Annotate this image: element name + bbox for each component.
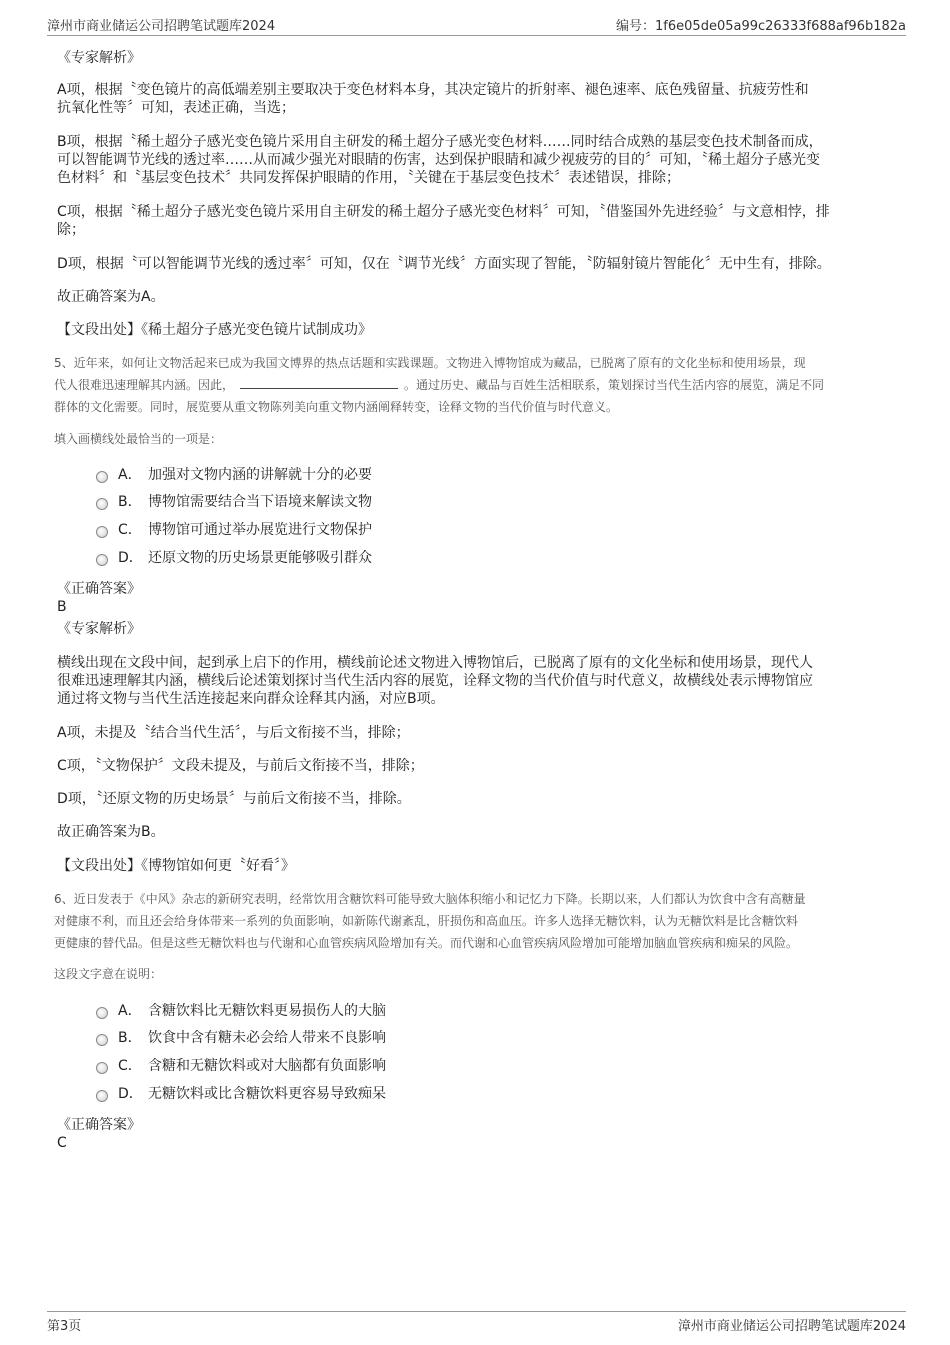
q6-option-a[interactable]: A． 含糖饮料比无糖饮料更易损伤人的大脑 [96,1001,386,1021]
option-d-analysis-line1: D项，根据〝可以智能调节光线的透过率〞可知，仅在〝调节光线〞方面实现了智能，〝防辐射镜片智能化〞无中生有，排除。 [57,256,831,272]
fill-blank [240,376,398,389]
conclusion: 故正确答案为B。 [57,824,165,840]
q6-option-b[interactable]: B． 饮食中含有糖未必会给人带来不良影响 [96,1028,386,1048]
radio-icon[interactable] [96,1090,108,1102]
source: 【文段出处】《博物馆如何更〝好看〞》 [57,858,295,874]
question-5-line2-end: 。通过历史、藏品与百姓生活相联系，策划探讨当代生活内容的展览，满足不同 [404,378,825,392]
question-6-line2: 对健康不利，而且还会给身体带来一系列的负面影响，如新陈代谢紊乱，肝损伤和高血压。许多人选择无糖饮料，认为无糖饮料是比含糖饮料 [54,914,799,928]
answer-label: 《正确答案》 [57,1117,141,1133]
answer-value: C [57,1135,67,1151]
radio-icon[interactable] [96,526,108,538]
footer-page-number: 第3页 [47,1319,82,1334]
conclusion: 故正确答案为A。 [57,289,165,305]
answer-label: 《正确答案》 [57,581,141,597]
question-5-line2 [54,374,887,396]
q6-option-d[interactable]: D． 无糖饮料或比含糖饮料更容易导致痴呆 [96,1084,386,1104]
radio-icon[interactable] [96,554,108,566]
radio-icon[interactable] [96,498,108,510]
q5-option-b[interactable]: B． 博物馆需要结合当下语境来解读文物 [96,492,372,512]
source: 【文段出处】《稀土超分子感光变色镜片试制成功》 [57,322,372,338]
question-5-line1: 5、近年来，如何让文物活起来已成为我国文博界的热点话题和实践课题。文物进入博物馆成为藏品，已脱离了原有的文化坐标和使用场景，现 [54,356,806,370]
question-6-prompt: 这段文字意在说明： [54,967,163,981]
option-b-analysis-line1: B项，根据〝稀土超分子感光变色镜片采用自主研发的稀土超分子感光变色材料……同时结合成熟的基层变色技术制备而成， [57,134,823,150]
explanation-line3: 通过将文物与当代生活连接起来向群众诠释其内涵，对应B项。 [57,691,445,707]
option-b-analysis-line3: 色材料〞和〝基层变色技术〞共同发挥保护眼睛的作用，〝关键在于基层变色技术〞表述错误，排除； [57,170,680,186]
question-6-line3: 更健康的替代品。但是这些无糖饮料也与代谢和心血管疾病风险增加有关。而代谢和心血管疾病风险增加可能增加脑血管疾病和痴呆的风险。 [54,936,799,950]
option-c-analysis-line2: 除； [57,222,85,238]
analysis-label: 《专家解析》 [57,50,141,66]
explanation-line1: 横线出现在文段中间，起到承上启下的作用，横线前论述文物进入博物馆后，已脱离了原有的文化坐标和使用场景，现代人 [57,655,813,671]
option-a-explanation: A项，未提及〝结合当代生活〞，与后文衔接不当，排除； [57,725,410,741]
radio-icon[interactable] [96,471,108,483]
page-footer [47,1311,906,1336]
q6-option-c[interactable]: C． 含糖和无糖饮料或对大脑都有负面影响 [96,1056,386,1076]
analysis-label: 《专家解析》 [57,621,141,637]
radio-icon[interactable] [96,1034,108,1046]
option-a-analysis-line2: 抗氧化性等〞可知，表述正确，当选； [57,100,295,116]
footer-title: 漳州市商业储运公司招聘笔试题库2024 [677,1319,906,1334]
option-c-explanation: C项，〝文物保护〞文段未提及，与前后文衔接不当，排除； [57,758,424,774]
page-header [47,13,906,36]
question-5-line2-start: 代人很难迅速理解其内涵。因此， [54,378,235,392]
q5-option-c[interactable]: C． 博物馆可通过举办展览进行文物保护 [96,520,372,540]
explanation-line2: 很难迅速理解其内涵，横线后论述策划探讨当代生活内容的展览，诠释文物的当代价值与时代意义，故横线处表示博物馆应 [57,673,813,689]
radio-icon[interactable] [96,1062,108,1074]
option-b-analysis-line2: 可以智能调节光线的透过率……从而减少强光对眼睛的伤害，达到保护眼睛和减少视疲劳的目的〞可知，〝稀土超分子感光变 [57,152,820,168]
option-d-explanation: D项，〝还原文物的历史场景〞与前后文衔接不当，排除。 [57,791,411,807]
option-a-analysis-line1: A项，根据〝变色镜片的高低端差别主要取决于变色材料本身，其决定镜片的折射率、褪色速率、底色残留量、抗疲劳性和 [57,82,809,98]
question-5-prompt: 填入画横线处最恰当的一项是： [54,432,223,446]
header-code: 编号：1f6e05de05a99c26333f688af96b182a [616,19,906,34]
q5-option-a[interactable]: A． 加强对文物内涵的讲解就十分的必要 [96,465,372,485]
radio-icon[interactable] [96,1007,108,1019]
answer-value: B [57,599,67,615]
q5-option-d[interactable]: D． 还原文物的历史场景更能够吸引群众 [96,548,372,568]
option-c-analysis-line1: C项，根据〝稀土超分子感光变色镜片采用自主研发的稀土超分子感光变色材料〞可知，〝借鉴国外先进经验〞与文意相悖，排 [57,204,830,220]
header-title: 漳州市商业储运公司招聘笔试题库2024 [47,19,276,34]
question-5-line3: 群体的文化需要。同时，展览要从重文物陈列美向重文物内涵阐释转变，诠释文物的当代价值与时代意义。 [54,400,619,414]
question-6-line1: 6、近日发表于《中风》杂志的新研究表明，经常饮用含糖饮料可能导致大脑体积缩小和记忆力下降。长期以来，人们都认为饮食中含有高糖量 [54,892,806,906]
